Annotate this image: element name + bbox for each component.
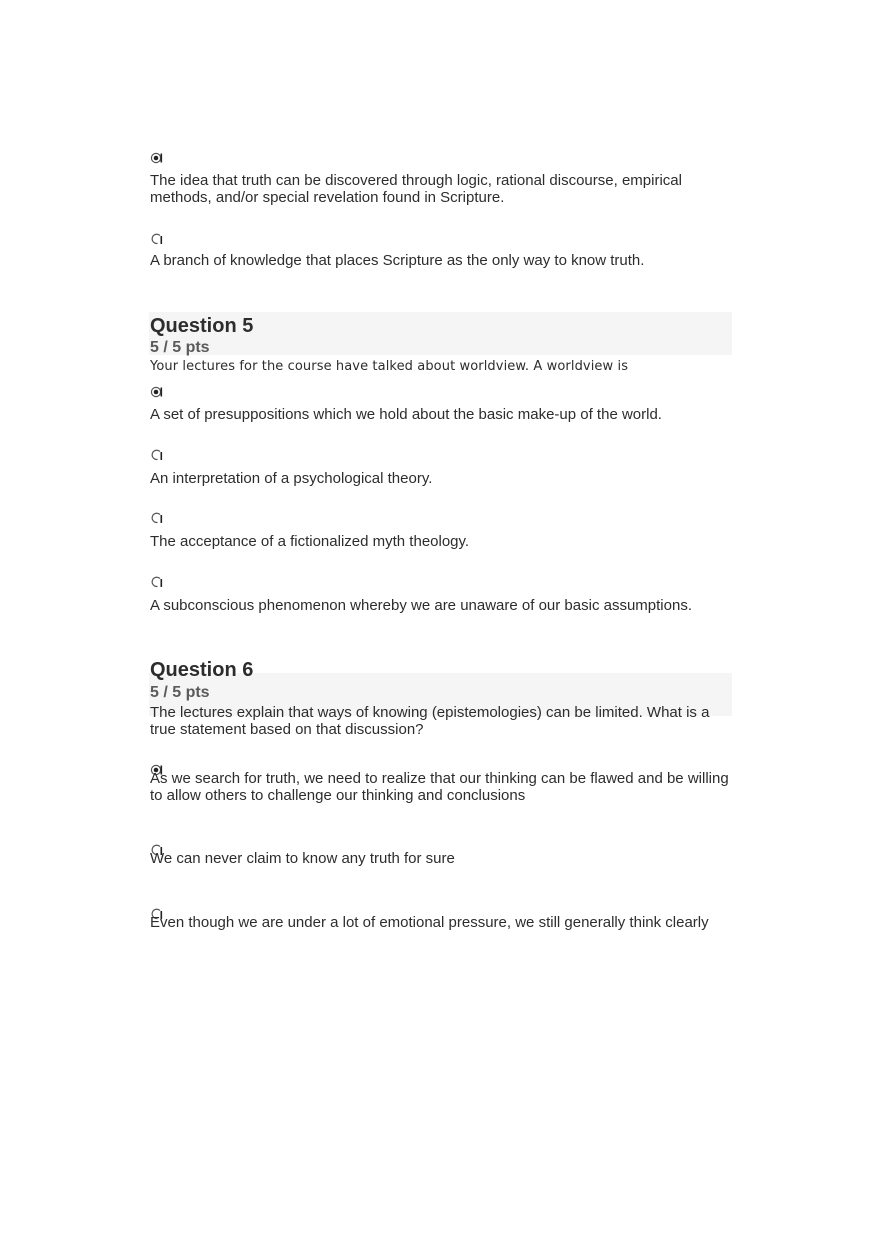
q6-option-2-text: We can never claim to know any truth for sure: [150, 850, 455, 867]
q4-option-2-text: A branch of knowledge that places Scripture as the only way to know truth.: [150, 252, 645, 269]
radio-selected-icon: [150, 385, 164, 399]
radio-selected-icon: [150, 151, 164, 165]
radio-unselected-icon: [150, 575, 164, 589]
question-5-prompt: Your lectures for the course have talked about worldview. A worldview is: [150, 359, 629, 374]
q5-option-2-radio[interactable]: [150, 448, 164, 462]
question-6-prompt: The lectures explain that ways of knowing (epistemologies) can be limited. What is a true statement based on that discussion?: [150, 704, 710, 738]
q5-option-1-text: A set of presuppositions which we hold about the basic make-up of the world.: [150, 406, 662, 423]
radio-unselected-icon: [150, 232, 164, 246]
radio-unselected-icon: [150, 511, 164, 525]
q5-option-4-text: A subconscious phenomenon whereby we are unaware of our basic assumptions.: [150, 597, 692, 614]
question-5-points: 5 / 5 pts: [150, 339, 210, 356]
q5-option-2-text: An interpretation of a psychological theory.: [150, 470, 433, 487]
question-5-title: Question 5: [150, 315, 254, 337]
q6-option-1-text: As we search for truth, we need to realize that our thinking can be flawed and be willing to allow others to challenge our thinking and conclusions: [150, 770, 729, 804]
q6-option-3-text: Even though we are under a lot of emotional pressure, we still generally think clearly: [150, 914, 709, 931]
radio-unselected-icon: [150, 448, 164, 462]
q4-option-2-radio[interactable]: [150, 232, 164, 246]
q4-option-1-text: The idea that truth can be discovered through logic, rational discourse, empirical methods, and/or special revelation found in Scripture.: [150, 172, 682, 206]
q5-option-3-text: The acceptance of a fictionalized myth theology.: [150, 533, 470, 550]
q5-option-4-radio[interactable]: [150, 575, 164, 589]
q5-option-3-radio[interactable]: [150, 511, 164, 525]
q4-option-1-radio[interactable]: [150, 151, 164, 165]
q5-option-1-radio[interactable]: [150, 385, 164, 399]
question-6-title: Question 6: [150, 659, 254, 681]
question-6-points: 5 / 5 pts: [150, 684, 210, 701]
